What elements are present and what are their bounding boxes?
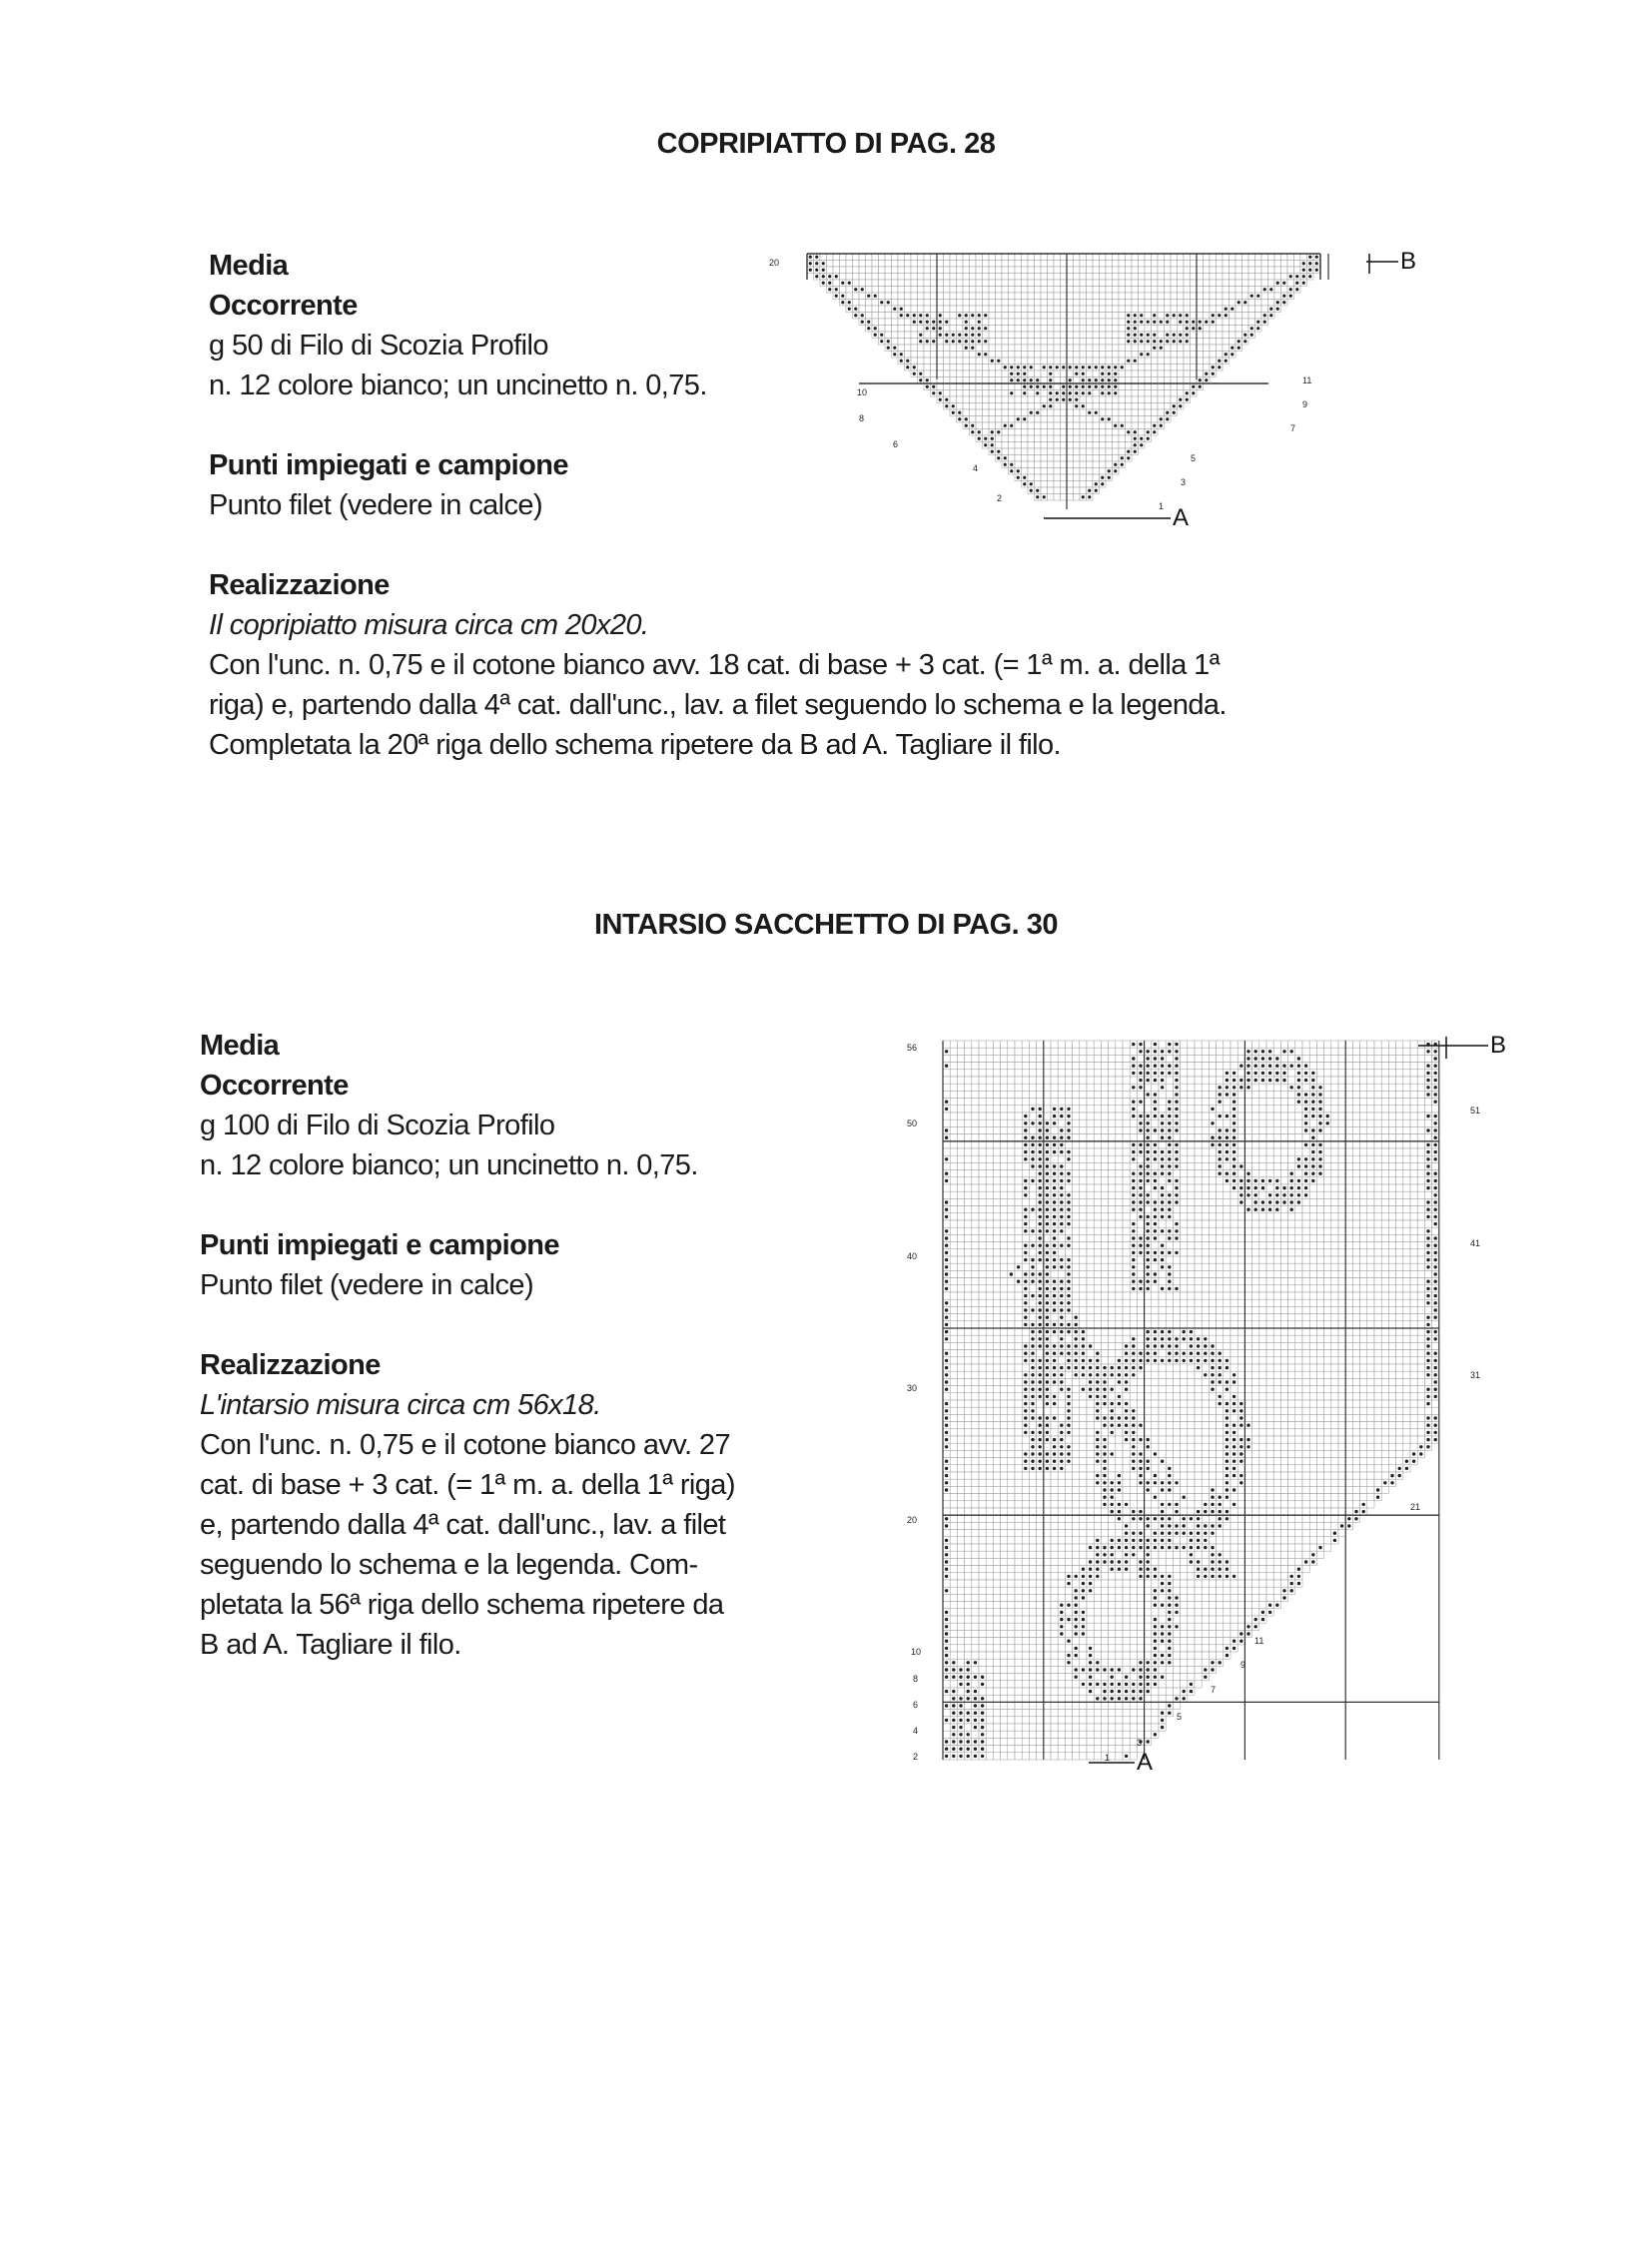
- section2-title: INTARSIO SACCHETTO DI PAG. 30: [593, 909, 1059, 941]
- row-label: 3: [1181, 477, 1187, 487]
- row-label: 11: [1302, 375, 1312, 385]
- filet-chart-copripiatto: [759, 240, 1438, 529]
- row-label: 9: [1302, 399, 1308, 409]
- materials-heading: Occorrente: [209, 290, 358, 322]
- stitches-heading: Punti impiegati e campione: [209, 449, 568, 481]
- row-label: 6: [913, 1700, 919, 1710]
- size-heading: Media: [209, 250, 289, 282]
- row-label: 50: [907, 1119, 918, 1128]
- section1-title: COPRIPIATTO DI PAG. 28: [656, 128, 996, 160]
- instructions-line: B ad A. Tagliare il filo.: [200, 1629, 461, 1661]
- row-label: 31: [1470, 1370, 1481, 1380]
- chart-marker-b: B: [1400, 248, 1417, 275]
- row-label: 56: [907, 1043, 918, 1053]
- instructions-line: Completata la 20ª riga dello schema ripetere da B ad A. Tagliare il filo.: [209, 729, 1062, 761]
- row-label: 2: [997, 493, 1003, 503]
- stitches-heading: Punti impiegati e campione: [200, 1229, 559, 1261]
- instructions-heading: Realizzazione: [209, 569, 390, 601]
- row-label: 8: [859, 413, 865, 423]
- materials-line: n. 12 colore bianco; un uncinetto n. 0,75.: [200, 1149, 698, 1181]
- section1-instructions: [209, 645, 1457, 765]
- row-label: 7: [1211, 1685, 1217, 1695]
- instructions-heading: Realizzazione: [200, 1349, 381, 1381]
- row-label: 5: [1177, 1712, 1183, 1722]
- row-label: 30: [907, 1383, 918, 1393]
- row-label: 11: [1254, 1636, 1264, 1646]
- materials-line: n. 12 colore bianco; un uncinetto n. 0,75.: [209, 370, 707, 401]
- row-label: 40: [907, 1251, 918, 1261]
- stitches-text: Punto filet (vedere in calce): [209, 489, 542, 521]
- row-label: 4: [913, 1726, 919, 1736]
- materials-line: g 50 di Filo di Scozia Profilo: [209, 330, 548, 362]
- row-label: 6: [893, 439, 899, 449]
- chart-marker-a: A: [1173, 504, 1190, 529]
- materials-line: g 100 di Filo di Scozia Profilo: [200, 1110, 555, 1141]
- instructions-size: L'intarsio misura circa cm 56x18.: [200, 1389, 601, 1421]
- instructions-line: cat. di base + 3 cat. (= 1ª m. a. della 1ª riga): [200, 1469, 735, 1501]
- materials-heading: Occorrente: [200, 1070, 349, 1102]
- instructions-line: Con l'unc. n. 0,75 e il cotone bianco avv. 27: [200, 1429, 730, 1461]
- row-label: 10: [911, 1647, 922, 1657]
- size-heading: Media: [200, 1030, 280, 1062]
- row-label: 1: [1105, 1753, 1111, 1763]
- row-label: 9: [1240, 1660, 1246, 1670]
- stitches-text: Punto filet (vedere in calce): [200, 1269, 533, 1301]
- instructions-size: Il copripiatto misura circa cm 20x20.: [209, 609, 649, 641]
- row-label: 41: [1470, 1238, 1481, 1248]
- instructions-line: Con l'unc. n. 0,75 e il cotone bianco avv. 18 cat. di base + 3 cat. (= 1ª m. a. della 1ª: [209, 649, 1220, 681]
- row-label: 51: [1470, 1106, 1481, 1116]
- instructions-line: e, partendo dalla 4ª cat. dall'unc., lav. a filet: [200, 1509, 726, 1541]
- row-label: 4: [973, 463, 979, 473]
- instructions-line: seguendo lo schema e la legenda. Com-: [200, 1549, 698, 1581]
- row-label: 10: [857, 387, 868, 397]
- row-label: 20: [769, 258, 780, 268]
- chart-marker-b: B: [1490, 1032, 1507, 1059]
- instructions-line: riga) e, partendo dalla 4ª cat. dall'unc., lav. a filet seguendo lo schema e la legenda.: [209, 689, 1227, 721]
- chart-marker-a: A: [1137, 1749, 1154, 1776]
- row-label: 7: [1290, 423, 1296, 433]
- instructions-line: pletata la 56ª riga dello schema ripetere da: [200, 1589, 724, 1621]
- row-label: 21: [1410, 1502, 1421, 1512]
- row-label: 3: [1137, 1738, 1143, 1748]
- row-label: 2: [913, 1752, 919, 1762]
- row-label: 1: [1159, 501, 1165, 511]
- section2-text: [200, 1026, 859, 1665]
- row-label: 8: [913, 1674, 919, 1684]
- row-label: 20: [907, 1515, 918, 1525]
- filet-chart-intarsio: [899, 1019, 1538, 1788]
- row-label: 5: [1191, 453, 1197, 463]
